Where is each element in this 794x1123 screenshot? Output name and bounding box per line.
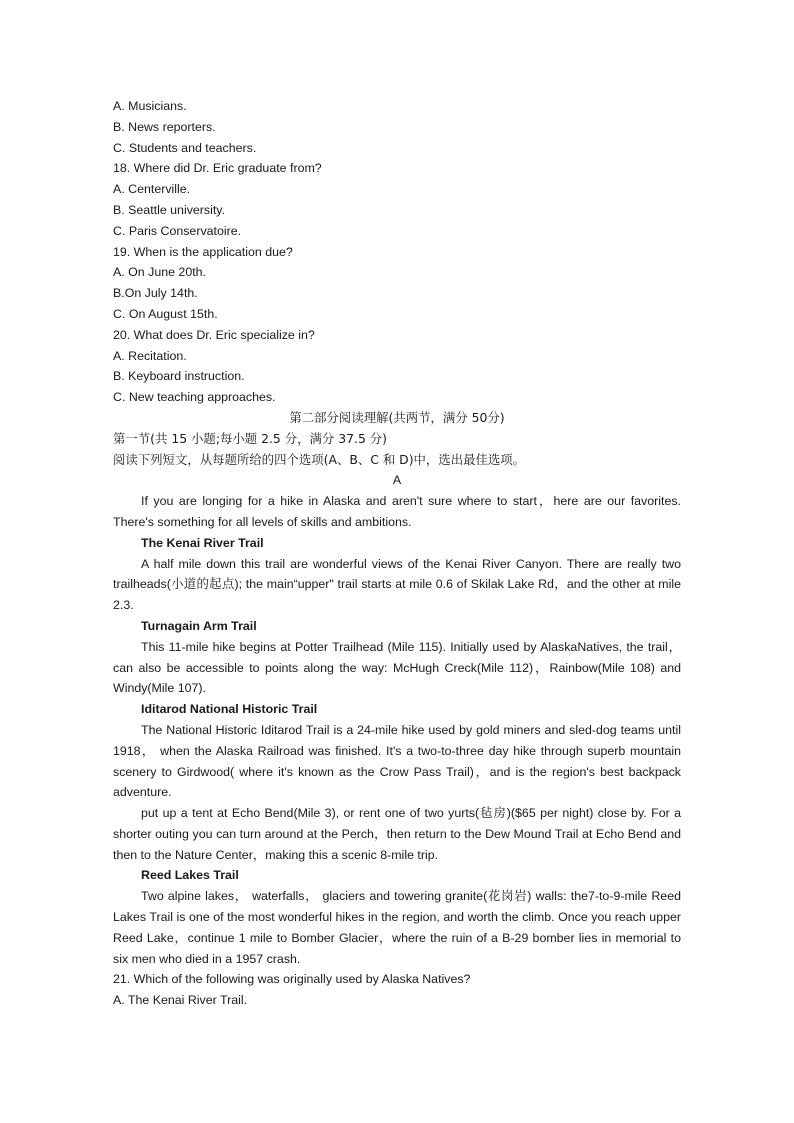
passage-label: A (392, 473, 402, 488)
trail-heading: Iditarod National Historic Trail (141, 702, 318, 717)
document-page (113, 96, 681, 1011)
question-line: 21. Which of the following was originally used by Alaska Natives? (113, 972, 471, 987)
question-line: 19. When is the application due? (113, 244, 293, 259)
trail-paragraph: The National Historic Iditarod Trail is a 24-mile hike used by gold miners and sled-dog teams until 1918， when the Alaska Railroad was finished. It's a two-to-three day hike through superb mountain scenery to Girdwood( where it's known as the Crow Pass Trail)，and is the region's best backpack adventure. (113, 722, 681, 800)
question-line: A. Recitation. (113, 348, 187, 363)
question-line: B. News reporters. (113, 119, 216, 134)
trail-heading: Reed Lakes Trail (141, 868, 239, 883)
reading-questions (113, 969, 681, 1011)
question-line: C. Students and teachers. (113, 140, 257, 155)
trail-section (113, 533, 681, 616)
trail-section (113, 865, 681, 969)
question-line: B. Seattle university. (113, 202, 226, 217)
question-line: A. Centerville. (113, 182, 191, 197)
trail-paragraph: A half mile down this trail are wonderful views of the Kenai River Canyon. There are really two trailheads(小道的起点); the main“upper" trail starts at mile 0.6 of Skilak Lake Rd，and the other at mile 2.3. (113, 556, 681, 613)
listening-questions (113, 96, 681, 408)
passage-intro: If you are longing for a hike in Alaska and aren't sure where to start，here are our favorites. There's something for all levels of skills and ambitions. (113, 494, 681, 529)
trail-heading: The Kenai River Trail (141, 535, 264, 550)
question-line: C. New teaching approaches. (113, 390, 276, 405)
trail-paragraph: put up a tent at Echo Bend(Mile 3), or rent one of two yurts(毡房)($65 per night) close by. For a shorter outing you can turn around at the Perch，then return to the Dew Mound Trail at Echo Bend and then to the Nature Center，making this a scenic 8-mile trip. (113, 806, 681, 862)
trail-sections (113, 533, 681, 970)
instruction-text: 阅读下列短文，从每题所给的四个选项(A、B、C 和 D)中，选出最佳选项。 (113, 451, 526, 467)
trail-heading: Turnagain Arm Trail (141, 618, 257, 633)
section-title: 第二部分阅读理解(共两节，满分 50分) (289, 409, 505, 425)
trail-section (113, 616, 681, 699)
trail-paragraph: This 11-mile hike begins at Potter Trailhead (Mile 115). Initially used by AlaskaNatives, the trail，can also be accessible to points along the way: McHugh Creck(Mile 112)，Rainbow(Mile 108) and Windy(Mile 107). (113, 639, 681, 696)
trail-paragraph: Two alpine lakes， waterfalls， glaciers and towering granite(花岗岩) walls: the7-to-9-mile Reed Lakes Trail is one of the most wonderful hikes in the region, and worth the climb. Once you reach upper Reed Lake，continue 1 mile to Bomber Glacier，where the ruin of a B-29 bomber lies in memorial to six men who died in a 1957 crash. (113, 889, 681, 966)
question-line: 18. Where did Dr. Eric graduate from? (113, 161, 322, 176)
section-subtitle: 第一节(共 15 小题;每小题 2.5 分，满分 37.5 分) (113, 430, 388, 446)
question-line: 20. What does Dr. Eric specialize in? (113, 327, 315, 342)
question-line: A. Musicians. (113, 99, 187, 113)
question-line: C. Paris Conservatoire. (113, 223, 242, 238)
question-line: B. Keyboard instruction. (113, 369, 245, 384)
question-line: A. The Kenai River Trail. (113, 993, 248, 1008)
question-line: C. On August 15th. (113, 306, 218, 321)
question-line: B.On July 14th. (113, 286, 198, 301)
trail-section (113, 699, 681, 865)
question-line: A. On June 20th. (113, 265, 206, 280)
